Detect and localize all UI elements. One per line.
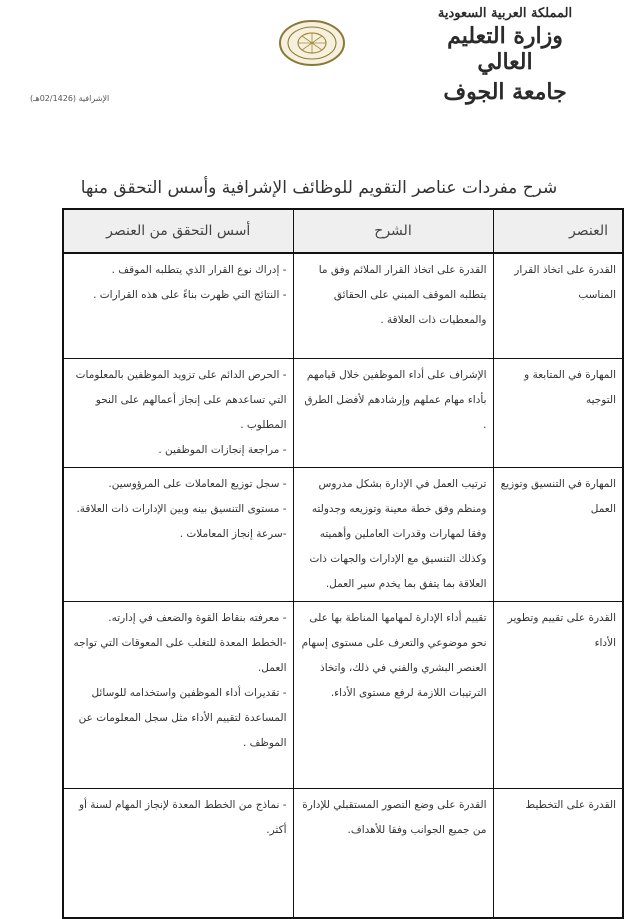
- explanation-cell: القدرة على وضع التصور المستقبلي للإدارة من جميع الجوانب وفقا للأهداف.: [293, 789, 493, 919]
- evaluation-table: [62, 208, 622, 919]
- form-reference: الإشرافية (02/1426هـ): [30, 94, 110, 103]
- header-explanation: الشرح: [293, 209, 493, 253]
- element-cell: القدرة على تقييم وتطوير الأداء: [493, 602, 623, 789]
- basis-item: -الخطط المعدة للتغلب على المعوقات التي تواجه العمل.: [73, 637, 287, 674]
- basis-cell: [63, 359, 293, 468]
- explanation-cell: القدرة على اتخاذ القرار الملائم وفق ما يتطلبه الموقف المبني على الحقائق والمعطيات ذات العلاقة .: [293, 253, 493, 359]
- basis-item: - نماذج من الخطط المعدة لإنجاز المهام لسنة أو أكثر.: [78, 799, 287, 836]
- basis-item: -سرعة إنجاز المعاملات .: [179, 528, 287, 540]
- table-row: [63, 602, 623, 789]
- ministry-name: وزارة التعليم العالي: [447, 23, 563, 75]
- university-seal-icon: [278, 18, 346, 68]
- basis-cell: [63, 253, 293, 359]
- element-cell: المهارة في التنسيق وتوزيع العمل: [493, 468, 623, 602]
- table-row: [63, 359, 623, 468]
- university-name: جامعة الجوف: [443, 79, 567, 105]
- basis-item: - تقديرات أداء الموظفين واستخدامه للوسائل المساعدة لتقييم الأداء مثل سجل المعلومات عن الموظف .: [78, 687, 287, 749]
- element-cell: القدرة على اتخاذ القرار المناسب: [493, 253, 623, 359]
- basis-cell: [63, 602, 293, 789]
- explanation-cell: الإشراف على أداء الموظفين خلال قيامهم بأداء مهام عملهم وإرشادهم لأفضل الطرق .: [293, 359, 493, 468]
- basis-cell: [63, 468, 293, 602]
- ministry-header: [420, 6, 590, 105]
- basis-item: - النتائج التي ظهرت بناءً على هذه القرارات .: [93, 289, 287, 301]
- element-cell: القدرة على التخطيط: [493, 789, 623, 919]
- basis-item: - الحرص الدائم على تزويد الموظفين بالمعلومات التي تساعدهم على إنجاز أعمالهم على النحو المطلوب .: [75, 369, 287, 431]
- basis-item: - معرفته بنقاط القوة والضعف في إدارته.: [108, 612, 287, 624]
- basis-cell: [63, 789, 293, 919]
- explanation-cell: تقييم أداء الإدارة لمهامها المناطة بها على نحو موضوعي والتعرف على مستوى إسهام العنصر البشري والفني في ذلك، واتخاذ الترتيبات اللازمة لرفع مستوى الأداء.: [293, 602, 493, 789]
- basis-item: - مستوى التنسيق بينه وبين الإدارات ذات العلاقة.: [76, 503, 287, 515]
- basis-item: - إدراك نوع القرار الذي يتطلبه الموقف .: [111, 264, 287, 276]
- basis-item: - مراجعة إنجازات الموظفين .: [158, 444, 287, 456]
- table-header-row: [63, 209, 623, 253]
- table-row: [63, 253, 623, 359]
- table-row: [63, 468, 623, 602]
- element-cell: المهارة في المتابعة و التوجيه: [493, 359, 623, 468]
- page-title: شرح مفردات عناصر التقويم للوظائف الإشرافية وأسس التحقق منها: [80, 178, 558, 198]
- kingdom-name: المملكة العربية السعودية: [437, 6, 573, 21]
- header-element: العنصر: [493, 209, 623, 253]
- table-row: [63, 789, 623, 919]
- explanation-cell: ترتيب العمل في الإدارة بشكل مدروس ومنظم وفق خطة معينة وتوزيعه وجدولته وفقا لمهارات وقدرات العاملين وأهميته وكذلك التنسيق مع الإدارات والجهات ذات العلاقة بما يتفق بما يخدم سير العمل.: [293, 468, 493, 602]
- header-basis: أسس التحقق من العنصر: [63, 209, 293, 253]
- basis-item: - سجل توزيع المعاملات على المرؤوسين.: [108, 478, 287, 490]
